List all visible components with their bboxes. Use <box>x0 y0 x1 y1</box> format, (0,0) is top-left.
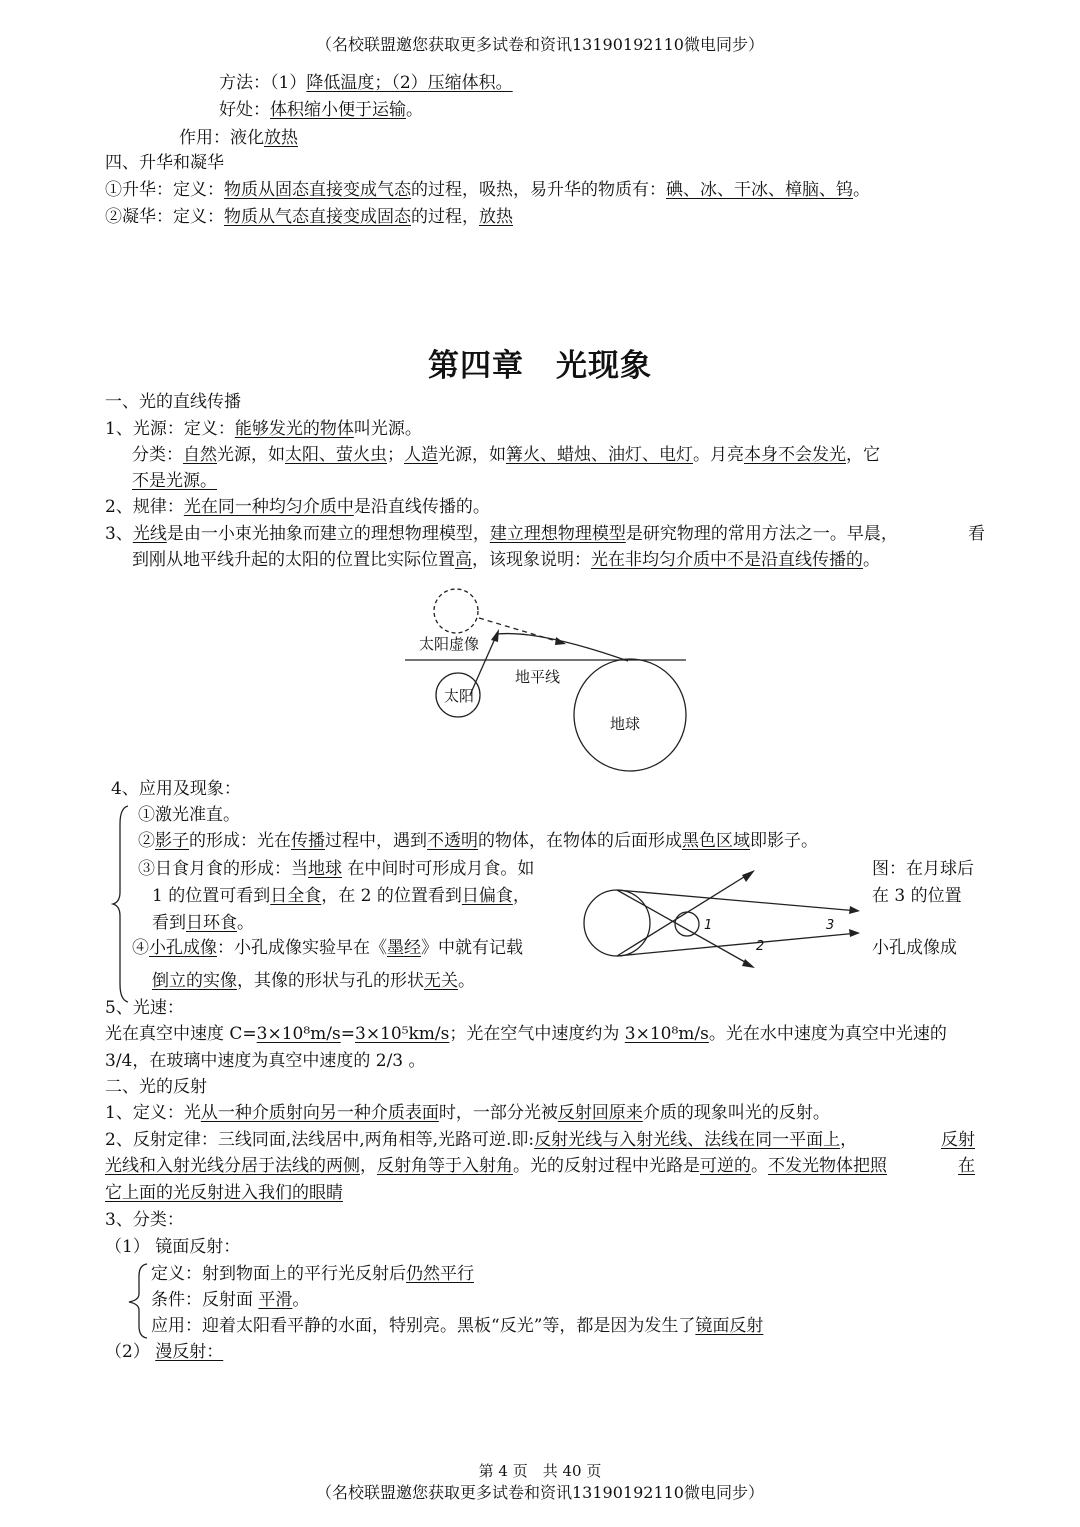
sun-circle <box>584 890 650 956</box>
applications-heading: 4、应用及现象： <box>111 779 241 799</box>
application-item-cont: 1 的位置可看到日全食，在 2 的位置看到日偏食， <box>152 886 530 906</box>
arrowhead <box>742 959 755 968</box>
reflection-law: 2、反射定律：三线同面,法线居中,两角相等,光路可逆.即:反射光线与入射光线、法线在同一平面上， <box>105 1130 858 1150</box>
sublimation-line: ①升华：定义：物质从固态直接变成气态的过程，吸热，易升华的物质有：碘、冰、干冰、樟脑、钨。 <box>105 180 870 200</box>
reflection-law-cont: 它上面的光反射进入我们的眼睛 <box>105 1183 343 1203</box>
earth-label: 地球 <box>610 715 641 733</box>
horizon-label: 地平线 <box>515 668 561 686</box>
page-footer: （名校联盟邀您获取更多试卷和资讯13190192110微电同步） <box>316 1483 764 1502</box>
application-item-right: 小孔成像成 <box>872 938 957 958</box>
mirror-condition: 条件：反射面 平滑。 <box>151 1290 310 1310</box>
sun-label: 太阳 <box>444 687 475 705</box>
application-item: ④小孔成像：小孔成像实验早在《墨经》中就有记载 <box>132 938 523 958</box>
liquefaction-benefit: 好处：体积缩小便于运输。 <box>219 100 423 120</box>
tangent-ray <box>617 890 858 911</box>
position-label-1: 1 <box>704 918 713 933</box>
light-ray-line: 3、光线是由一小束光抽象而建立的理想物理模型，建立理想物理模型是研究物理的常用方法之一。早晨， <box>105 524 898 544</box>
section-heading: 一、光的直线传播 <box>105 392 241 412</box>
curly-brace <box>125 1262 151 1340</box>
reflection-definition: 1、定义：光从一种介质射向另一种介质表面时，一部分光被反射回原来介质的现象叫光的反射。 <box>105 1103 830 1123</box>
classification-heading: 3、分类： <box>105 1210 184 1230</box>
arrowhead <box>849 929 860 937</box>
light-ray-line-cont: 到刚从地平线升起的太阳的位置比实际位置高，该现象说明：光在非均匀介质中不是沿直线传播的。 <box>132 550 880 570</box>
liquefaction-effect: 作用：液化放热 <box>179 128 298 148</box>
mirror-application: 应用：迎着太阳看平静的水面，特别亮。黑板“反光”等，都是因为发生了镜面反射 <box>151 1316 764 1336</box>
section-heading: 四、升华和凝华 <box>105 153 224 173</box>
section-heading: 二、光的反射 <box>105 1077 207 1097</box>
liquefaction-method: 方法：（1）降低温度；（2）压缩体积。 <box>219 73 513 93</box>
position-label-3: 3 <box>826 918 835 933</box>
application-item-cont: 倒立的实像，其像的形状与孔的形状无关。 <box>152 971 475 991</box>
light-source-line: 1、光源：定义：能够发光的物体叫光源。 <box>105 419 422 439</box>
virtual-sun-label: 太阳虚像 <box>419 635 480 653</box>
diffuse-reflection-label: （2） 漫反射： <box>105 1342 224 1362</box>
application-item: ②影子的形成：光在传播过程中，遇到不透明的物体，在物体的后面形成黑色区域即影子。 <box>138 831 818 851</box>
tangent-ray <box>617 933 858 956</box>
mirror-definition: 定义：射到物面上的平行光反射后仍然平行 <box>151 1264 474 1284</box>
reflection-law-cont: 光线和入射光线分居于法线的两侧，反射角等于入射角。光的反射过程中光路是可逆的。不发光物体把照 <box>105 1156 887 1176</box>
deposition-line: ②凝华：定义：物质从气态直接变成固态的过程，放热 <box>105 207 513 227</box>
chapter-title: 第四章 光现象 <box>428 348 652 384</box>
reflection-law-end: 反射 <box>941 1130 975 1150</box>
light-ray-line-end: 看 <box>968 524 985 544</box>
light-source-classes: 分类：自然光源，如太阳、萤火虫；人造光源，如篝火、蜡烛、油灯、电灯。月亮本身不会发光，它 <box>132 445 880 465</box>
reflection-law-end: 在 <box>958 1156 975 1176</box>
application-item: ①激光准直。 <box>138 805 240 825</box>
application-item-right: 图：在月球后 <box>872 859 974 879</box>
virtual-sun-circle <box>434 589 478 633</box>
page-header: （名校联盟邀您获取更多试卷和资讯13190192110微电同步） <box>316 35 764 54</box>
light-source-classes-cont: 不是光源。 <box>132 471 217 491</box>
speed-line: 3/4，在玻璃中速度为真空中速度的 2/3 。 <box>105 1051 426 1071</box>
arrowhead <box>742 870 755 882</box>
mirror-reflection-label: （1） 镜面反射： <box>105 1237 241 1257</box>
curly-brace <box>108 804 132 1004</box>
speed-line: 光在真空中速度 C=3×10⁸m/s=3×10⁵km/s；光在空气中速度约为 3×10⁸m/s。光在水中速度为真空中光速的 <box>105 1024 947 1044</box>
cross-ray <box>617 872 752 956</box>
eclipse-diagram <box>580 860 870 980</box>
speed-heading: 5、光速： <box>105 998 184 1018</box>
arrowhead <box>849 906 860 914</box>
arrowhead <box>491 629 499 642</box>
curved-ray <box>497 634 628 661</box>
application-item-cont: 看到日环食。 <box>152 913 254 933</box>
position-label-2: 2 <box>756 939 765 954</box>
page-number: 第 4 页 共 40 页 <box>478 1462 602 1480</box>
application-item: ③日食月食的形成：当地球 在中间时可形成月食。如 <box>138 859 535 879</box>
propagation-rule: 2、规律：光在同一种均匀介质中是沿直线传播的。 <box>105 497 490 517</box>
application-item-right: 在 3 的位置 <box>872 886 962 906</box>
